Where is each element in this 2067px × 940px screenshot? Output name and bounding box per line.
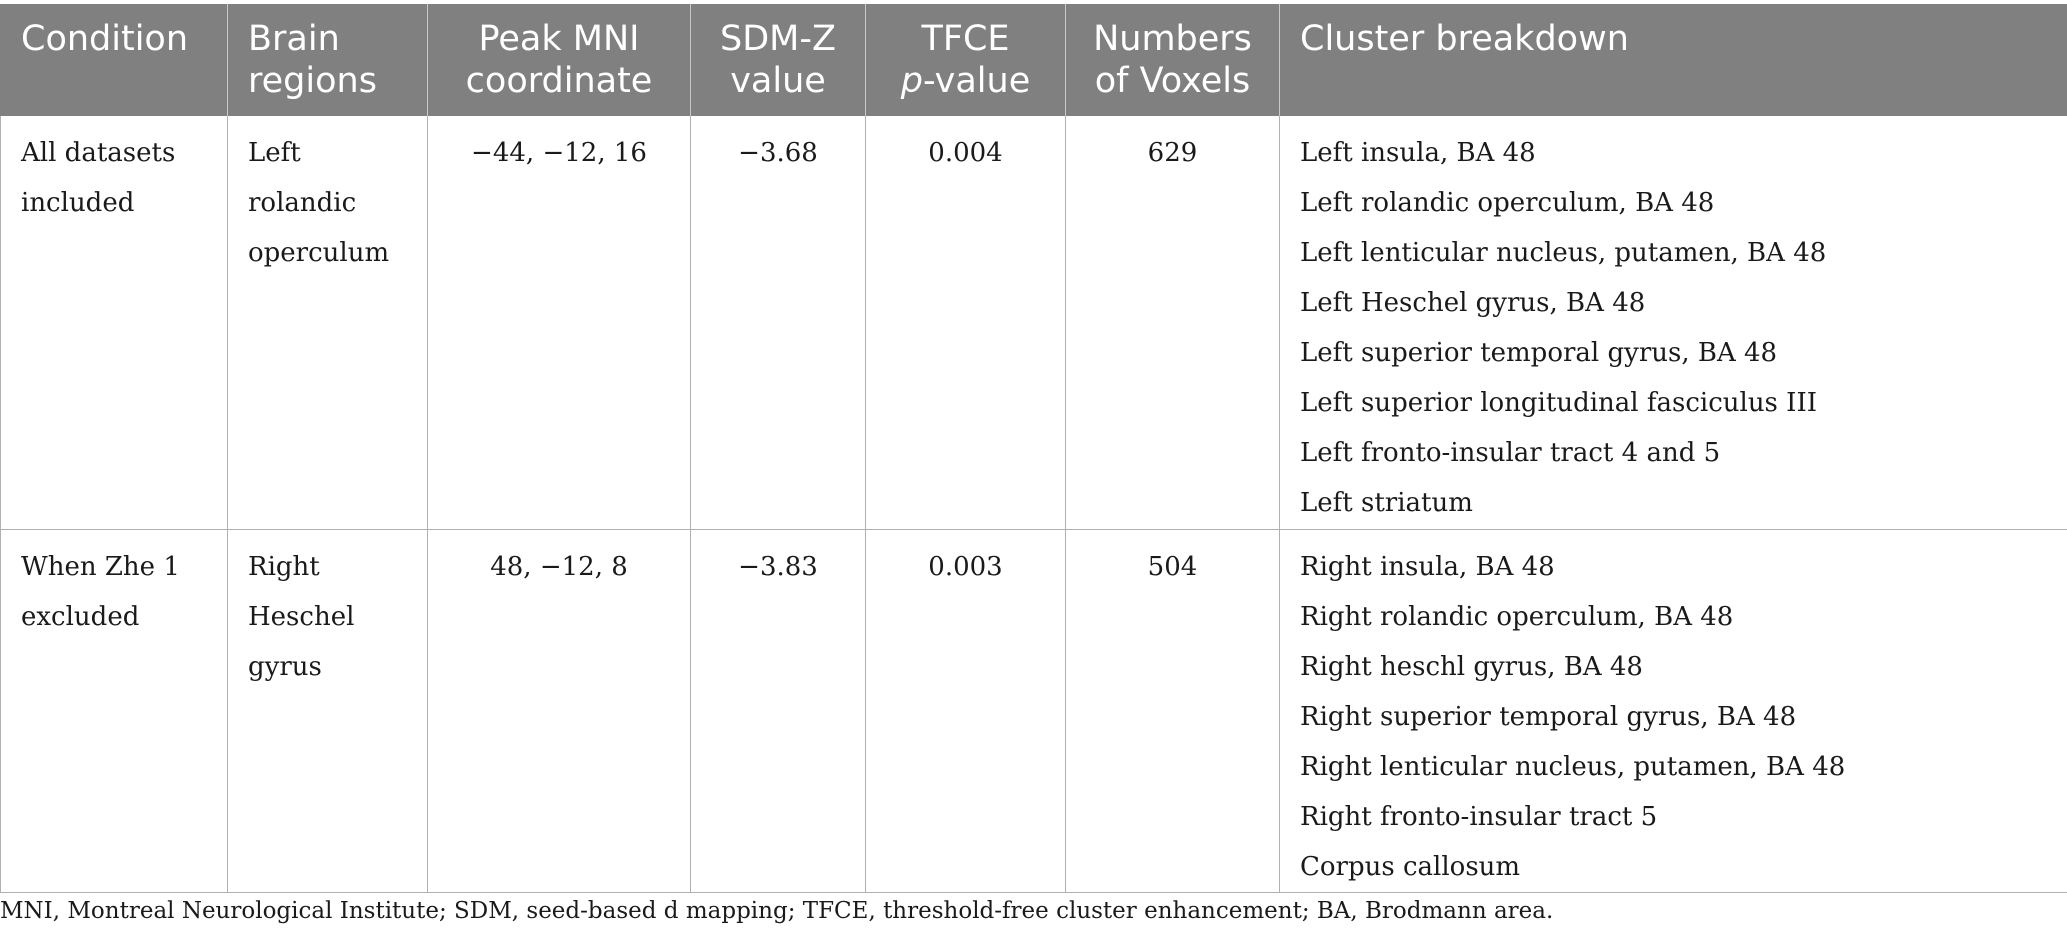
header-brain-regions: Brain regions [228, 4, 428, 116]
header-tfce [866, 4, 1066, 116]
results-table-container [0, 4, 2067, 893]
cluster-item: Left superior longitudinal fasciculus III [1300, 388, 1817, 418]
results-table [0, 4, 2067, 893]
cell-peak-mni: 48, −12, 8 [428, 530, 691, 893]
cluster-item: Left striatum [1300, 488, 1473, 518]
cluster-item: Right heschl gyrus, BA 48 [1300, 652, 1643, 682]
cluster-item: Right fronto-insular tract 5 [1300, 802, 1658, 832]
header-tfce-suffix: -value [922, 61, 1031, 101]
cell-peak-mni: −44, −12, 16 [428, 116, 691, 530]
cell-cluster-breakdown [1280, 530, 2067, 893]
table-footnote: MNI, Montreal Neurological Institute; SDM, seed-based d mapping; TFCE, threshold-free cluster enhancement; BA, Brodmann area. [0, 898, 1554, 924]
header-tfce-p: p [900, 61, 923, 101]
cell-condition: All datasets included [1, 116, 228, 530]
cluster-item: Corpus callosum [1300, 852, 1521, 882]
header-tfce-prefix: TFCE [921, 19, 1010, 59]
cluster-item: Left fronto-insular tract 4 and 5 [1300, 438, 1721, 468]
cluster-item: Left insula, BA 48 [1300, 138, 1536, 168]
cell-tfce-p: 0.003 [866, 530, 1066, 893]
header-voxels: Numbers of Voxels [1066, 4, 1280, 116]
cell-tfce-p: 0.004 [866, 116, 1066, 530]
cluster-item: Right rolandic operculum, BA 48 [1300, 602, 1734, 632]
table-row [1, 530, 2067, 893]
cell-brain-region: Left rolandic operculum [228, 116, 428, 530]
header-row [1, 4, 2067, 116]
cluster-item: Right lenticular nucleus, putamen, BA 48 [1300, 752, 1846, 782]
header-peak-mni: Peak MNI coordinate [428, 4, 691, 116]
cell-sdmz: −3.68 [691, 116, 866, 530]
cell-condition: When Zhe 1 excluded [1, 530, 228, 893]
header-cluster-breakdown: Cluster breakdown [1280, 4, 2067, 116]
table-row [1, 116, 2067, 530]
cluster-item: Right superior temporal gyrus, BA 48 [1300, 702, 1797, 732]
table-body [1, 116, 2067, 893]
cell-sdmz: −3.83 [691, 530, 866, 893]
cluster-item: Left superior temporal gyrus, BA 48 [1300, 338, 1778, 368]
cell-cluster-breakdown [1280, 116, 2067, 530]
cell-voxels: 629 [1066, 116, 1280, 530]
cluster-item: Left lenticular nucleus, putamen, BA 48 [1300, 238, 1827, 268]
header-condition: Condition [1, 4, 228, 116]
cell-voxels: 504 [1066, 530, 1280, 893]
cluster-item: Left rolandic operculum, BA 48 [1300, 188, 1715, 218]
header-sdmz: SDM-Z value [691, 4, 866, 116]
cluster-item: Left Heschel gyrus, BA 48 [1300, 288, 1646, 318]
cluster-item: Right insula, BA 48 [1300, 552, 1555, 582]
table-header [1, 4, 2067, 116]
cell-brain-region: Right Heschel gyrus [228, 530, 428, 893]
